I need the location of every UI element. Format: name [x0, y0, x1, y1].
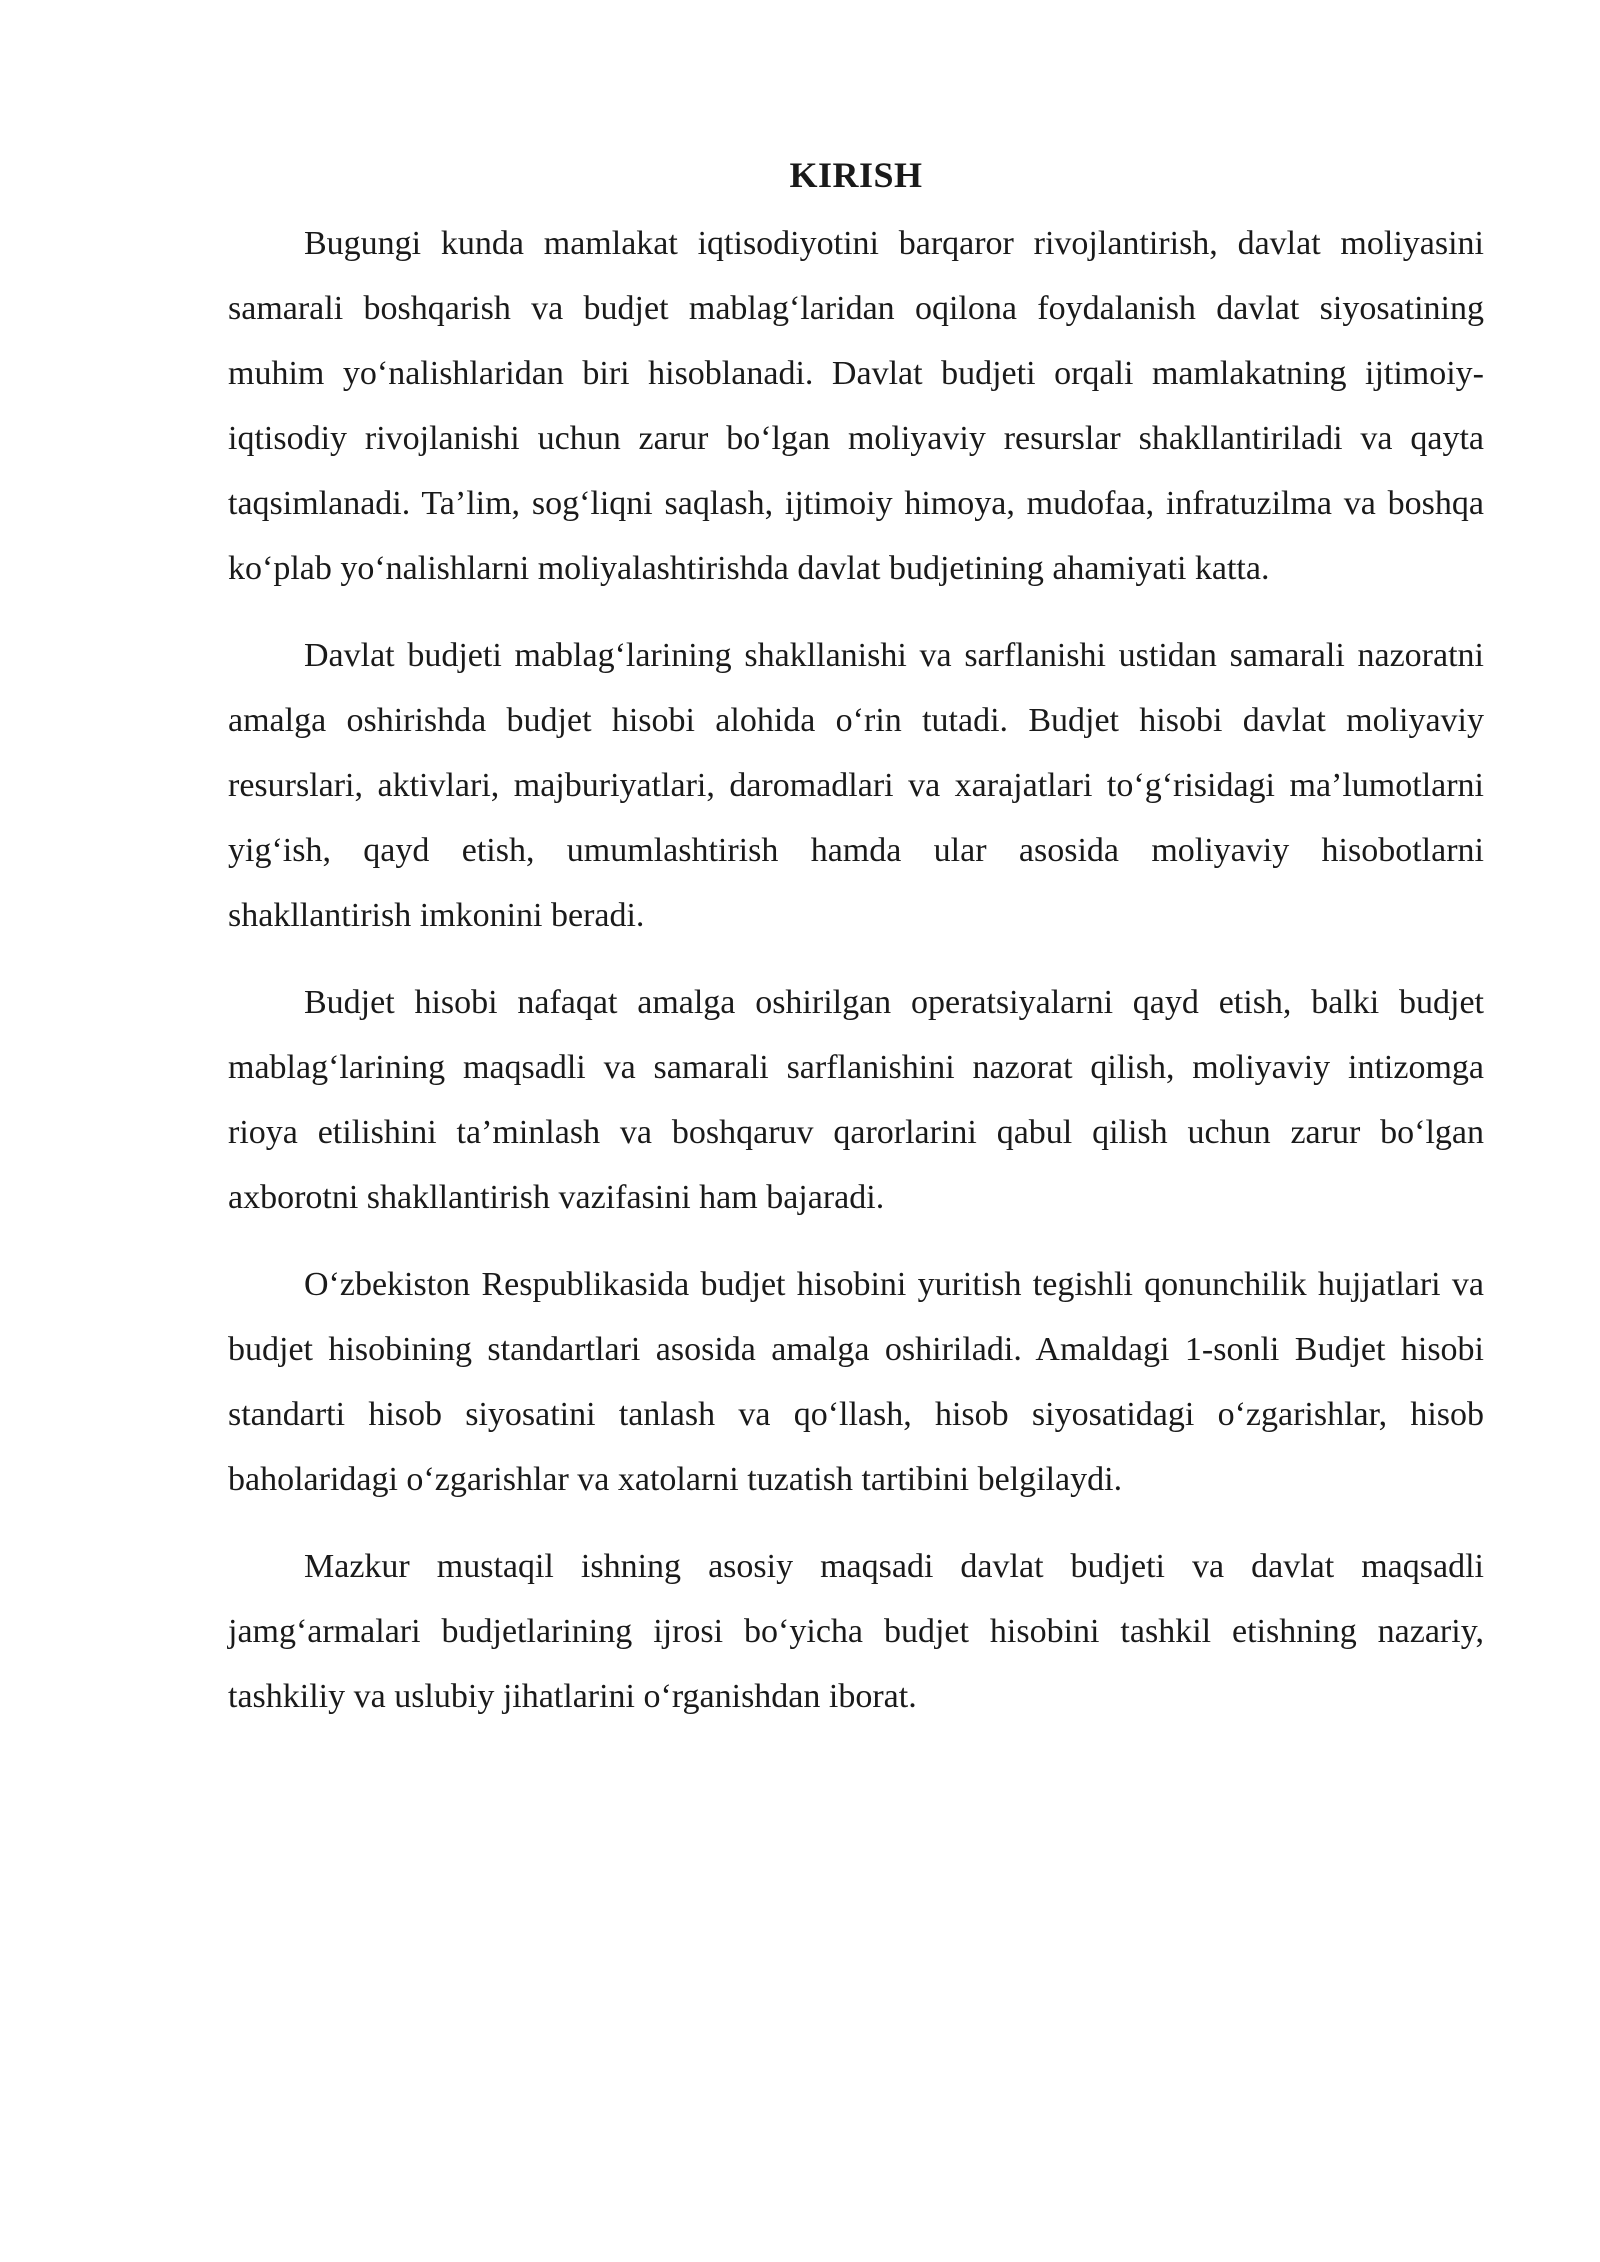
- page-content: [228, 145, 1484, 1751]
- section-heading: KIRISH: [789, 155, 923, 195]
- paragraph-2: Davlat budjeti mablag‘larining shakllanishi va sarflanishi ustidan samarali nazoratni amalga oshirishda budjet hisobi alohida o‘rin tutadi. Budjet hisobi davlat moliyaviy resurslari, aktivlari, majburiyatlari, daromadlari va xarajatlari to‘g‘risidagi ma’lumotlarni yig‘ish, qayd etish, umumlashtirish hamda ular asosida moliyaviy hisobotlarni shakllantirish imkonini beradi.: [228, 637, 1484, 934]
- paragraph-4: O‘zbekiston Respublikasida budjet hisobini yuritish tegishli qonunchilik hujjatlari va budjet hisobining standartlari asosida amalga oshiriladi. Amaldagi 1-sonli Budjet hisobi standarti hisob siyosatini tanlash va qo‘llash, hisob siyosatidagi o‘zgarishlar, hisob baholaridagi o‘zgarishlar va xatolarni tuzatish tartibini belgilaydi.: [228, 1266, 1484, 1498]
- paragraph-3: Budjet hisobi nafaqat amalga oshirilgan operatsiyalarni qayd etish, balki budjet mablag‘larining maqsadli va samarali sarflanishini nazorat qilish, moliyaviy intizomga rioya etilishini ta’minlash va boshqaruv qarorlarini qabul qilish uchun zarur bo‘lgan axborotni shakllantirish vazifasini ham bajaradi.: [228, 984, 1484, 1216]
- paragraph-5: Mazkur mustaqil ishning asosiy maqsadi davlat budjeti va davlat maqsadli jamg‘armalari budjetlarining ijrosi bo‘yicha budjet hisobini tashkil etishning nazariy, tashkiliy va uslubiy jihatlarini o‘rganishdan iborat.: [228, 1548, 1484, 1715]
- paragraph-1: Bugungi kunda mamlakat iqtisodiyotini barqaror rivojlantirish, davlat moliyasini samarali boshqarish va budjet mablag‘laridan oqilona foydalanish davlat siyosatining muhim yo‘nalishlaridan biri hisoblanadi. Davlat budjeti orqali mamlakatning ijtimoiy-iqtisodiy rivojlanishi uchun zarur bo‘lgan moliyaviy resurslar shakllantiriladi va qayta taqsimlanadi. Ta’lim, sog‘liqni saqlash, ijtimoiy himoya, mudofaa, infratuzilma va boshqa ko‘plab yo‘nalishlarni moliyalashtirishda davlat budjetining ahamiyati katta.: [228, 225, 1484, 587]
